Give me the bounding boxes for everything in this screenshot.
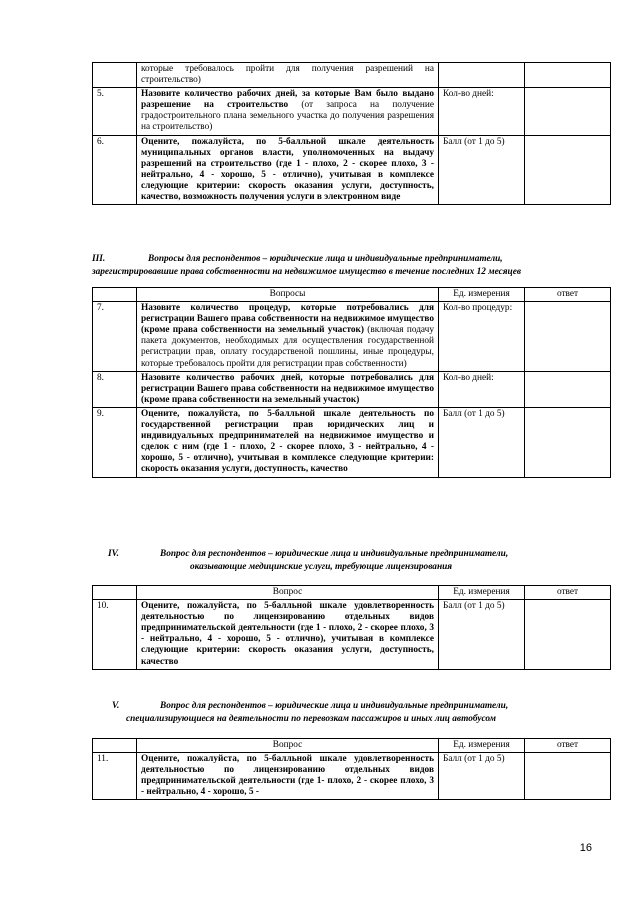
table-row bbox=[93, 63, 611, 88]
section-heading-iv bbox=[108, 548, 608, 574]
answer-cell[interactable] bbox=[525, 371, 611, 407]
unit-cell: Балл (от 1 до 5) bbox=[439, 135, 525, 205]
section-title-line-1: Вопросы для респондентов – юридические лица и индивидуальные предприниматели, bbox=[148, 254, 503, 264]
unit-cell: Кол-во дней: bbox=[439, 371, 525, 407]
section-title-line-1: Вопрос для респондентов – юридические лица и индивидуальные предприниматели, bbox=[160, 701, 509, 711]
answer-cell bbox=[525, 63, 611, 88]
table-header-row bbox=[93, 586, 611, 600]
section-number: IV. bbox=[108, 549, 119, 559]
header-unit: Ед. измерения bbox=[439, 739, 525, 753]
section-title-line-2: специализирующиеся на деятельности по перевозкам пассажиров и иных лиц автобусом bbox=[126, 714, 497, 724]
answer-cell[interactable] bbox=[525, 302, 611, 372]
header-answer: ответ bbox=[525, 586, 611, 600]
question-cell: Назовите количество рабочих дней, за которые Вам было выдано разрешение на строительство (от запроса на получение градостроительного плана земельного участка до получения разрешения на строительство) bbox=[137, 88, 439, 135]
answer-cell[interactable] bbox=[525, 600, 611, 670]
question-cell: Назовите количество процедур, которые потребовались для регистрации Вашего права собственности на недвижимое имущество (кроме права собственности на земельный участок) (включая подачу пакета документов, необходимых для осуществления государственной регистрации прав, оплату государственой пошлины, иные процедуры, которые требовалось пройти для регистрации прав собственности) bbox=[137, 302, 439, 372]
table-property-registration bbox=[92, 287, 611, 478]
row-number: 9. bbox=[93, 407, 137, 477]
table-row bbox=[93, 302, 611, 372]
unit-cell: Кол-во дней: bbox=[439, 88, 525, 135]
page-number: 16 bbox=[579, 842, 592, 854]
section-heading-iii bbox=[92, 253, 612, 279]
section-title-line-2: зарегистрировавшие права собственности на недвижимое имущество в течение последних 12 месяцев bbox=[92, 267, 521, 277]
header-number bbox=[93, 288, 137, 302]
question-cell: Назовите количество рабочих дней, которые потребовались для регистрации Вашего права собственности на недвижимое имущество (кроме права собственности на земельный участок) bbox=[137, 371, 439, 407]
header-number bbox=[93, 739, 137, 753]
table-header-row bbox=[93, 288, 611, 302]
row-number: 8. bbox=[93, 371, 137, 407]
answer-cell[interactable] bbox=[525, 88, 611, 135]
table-row bbox=[93, 407, 611, 477]
section-title-line-1: Вопрос для респондентов – юридические лица и индивидуальные предприниматели, bbox=[160, 549, 509, 559]
section-title-line-2: оказывающие медицинские услуги, требующие лицензирования bbox=[190, 562, 453, 572]
header-unit: Ед. измерения bbox=[439, 288, 525, 302]
section-number: V. bbox=[112, 701, 120, 711]
unit-cell: Кол-во процедур: bbox=[439, 302, 525, 372]
header-question: Вопросы bbox=[137, 288, 439, 302]
question-cell: Оцените, пожалуйста, по 5-балльной шкале удовлетворенность деятельностью по лицензированию отдельных видов предпринимательской деятельности (где 1 - плохо, 2 - скорее плохо, 3 - нейтрально, 4 - хорошо, 5 - отлично), учитывая в комплексе следующие критерии: скорость оказания услуги, доступность, качество bbox=[137, 600, 439, 670]
table-row bbox=[93, 600, 611, 670]
unit-cell: Балл (от 1 до 5) bbox=[439, 600, 525, 670]
row-number: 11. bbox=[93, 753, 137, 800]
table-row bbox=[93, 88, 611, 135]
unit-cell bbox=[439, 63, 525, 88]
question-cell: Оцените, пожалуйста, по 5-балльной шкале удовлетворенность деятельностью по лицензированию отдельных видов предпринимательской деятельности (где 1- плохо, 2 - скорее плохо, 3 - нейтрально, 4 - хорошо, 5 - bbox=[137, 753, 439, 800]
table-medical-licensing bbox=[92, 585, 611, 670]
header-answer: ответ bbox=[525, 288, 611, 302]
row-number: 6. bbox=[93, 135, 137, 205]
table-row bbox=[93, 371, 611, 407]
header-unit: Ед. измерения bbox=[439, 586, 525, 600]
table-construction-permits bbox=[92, 62, 611, 205]
section-heading-v bbox=[112, 700, 610, 726]
row-number: 5. bbox=[93, 88, 137, 135]
header-answer: ответ bbox=[525, 739, 611, 753]
unit-cell: Балл (от 1 до 5) bbox=[439, 753, 525, 800]
section-number: III. bbox=[92, 254, 106, 264]
header-question: Вопрос bbox=[137, 739, 439, 753]
table-bus-transport-licensing bbox=[92, 738, 611, 800]
row-number bbox=[93, 63, 137, 88]
question-cell: Оцените, пожалуйста, по 5-балльной шкале деятельность муниципальных органов власти, уполномоченных на выдачу разрешений на строительство (где 1 - плохо, 2 - скорее плохо, 3 - нейтрально, 4 - хорошо, 5 - отлично), учитывая в комплексе следующие критерии: скорость оказания услуги, доступность, качество, возможность получения услуги в электронном виде bbox=[137, 135, 439, 205]
table-header-row bbox=[93, 739, 611, 753]
unit-cell: Балл (от 1 до 5) bbox=[439, 407, 525, 477]
table-row bbox=[93, 753, 611, 800]
row-number: 10. bbox=[93, 600, 137, 670]
question-cell: которые требовалось пройти для получения разрешений на строительство) bbox=[137, 63, 439, 88]
question-cell: Оцените, пожалуйста, по 5-балльной шкале деятельность по государственной регистрации прав юридических лиц и индивидуальных предпринимателей на недвижимое имущество и сделок с ним (где 1 - плохо, 2 - скорее плохо, 3 - нейтрально, 4 - хорошо, 5 - отлично), учитывая в комплексе следующие критерии: скорость оказания услуги, доступность, качество bbox=[137, 407, 439, 477]
answer-cell[interactable] bbox=[525, 407, 611, 477]
header-number bbox=[93, 586, 137, 600]
table-row bbox=[93, 135, 611, 205]
header-question: Вопрос bbox=[137, 586, 439, 600]
row-number: 7. bbox=[93, 302, 137, 372]
answer-cell[interactable] bbox=[525, 135, 611, 205]
answer-cell[interactable] bbox=[525, 753, 611, 800]
